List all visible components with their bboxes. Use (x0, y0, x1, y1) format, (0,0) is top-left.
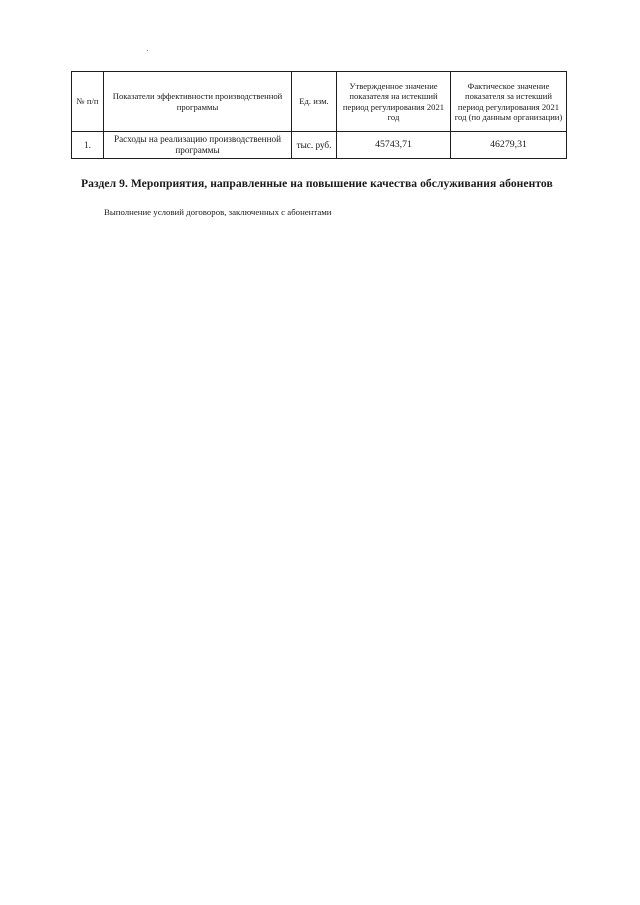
indicators-table (71, 71, 567, 159)
header-cell-actual-value: Фактическое значение показателя за истекший период регулирования 2021 год (по данным организации) (451, 72, 567, 132)
section-paragraph: Выполнение условий договоров, заключенных с абонентами (104, 207, 332, 217)
cell-approved-value: 45743,71 (337, 132, 451, 159)
section-heading: Раздел 9. Мероприятия, направленные на повышение качества обслуживания абонентов (81, 177, 553, 190)
cell-number: 1. (72, 132, 104, 159)
cell-indicator: Расходы на реализацию производственной программы (104, 132, 292, 159)
cell-unit: тыс. руб. (292, 132, 337, 159)
table-row (72, 132, 567, 159)
table-header-row (72, 72, 567, 132)
header-cell-approved-value: Утвержденное значение показателя на истекший период регулирования 2021 год (337, 72, 451, 132)
scan-speck (147, 50, 148, 51)
header-cell-indicator: Показатели эффективности производственной программы (104, 72, 292, 132)
cell-actual-value: 46279,31 (451, 132, 567, 159)
header-cell-unit: Ед. изм. (292, 72, 337, 132)
header-cell-number: № п/п (72, 72, 104, 132)
